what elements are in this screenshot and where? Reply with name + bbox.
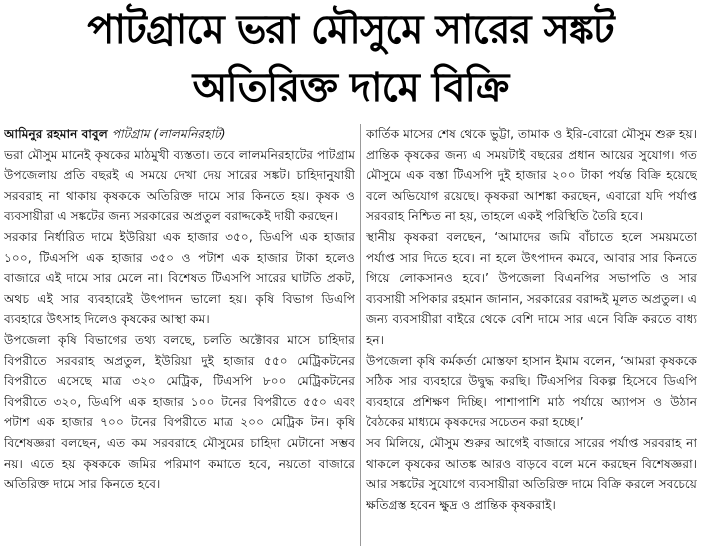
headline-line-2: অতিরিক্ত দামে বিক্রি — [192, 65, 509, 111]
column-divider — [360, 124, 361, 546]
byline-author: আমিনুর রহমান বাবুল — [4, 127, 108, 141]
headline-line-1: পাটগ্রামে ভরা মৌসুমে সারের সঙ্কট — [87, 7, 614, 53]
paragraph: উপজেলা কৃষি বিভাগের তথ্য বলছে, চলতি অক্টোবর মাসে চাহিদার বিপরীতে সরবরাহ অপ্রতুল, ইউরিয়া দুই হাজার ৫৫০ মেট্রিকটনের বিপরীতে এসেছে মাত্র ৩২০ মেট্রিক, টিএসপি ৮০০ মেট্রিকটনের বিপরীতে ৩২০, ডিএপি এক হাজার ১০০ টনের বিপরীতে ৫৫০ এবং পটাশ এক হাজার ৭০০ টনের বিপরীতে মাত্র ২০০ মেট্রিক টন। কৃষি বিশেষজ্ঞরা বলছেন, এত কম সরবরাহে মৌসুমের চাহিদা মেটানো সম্ভব নয়। এতে হয় কৃষককে জমির পরিমাণ কমাতে হবে, নয়তো বাজারে অতিরিক্ত দামে সার কিনতে হবে। — [4, 332, 355, 492]
byline-location: পাটগ্রাম (লালমনিরহাট) — [111, 127, 226, 141]
paragraph: উপজেলা কৃষি কর্মকর্তা মোস্তফা হাসান ইমাম বলেন, ‘আমরা কৃষককে সঠিক সার ব্যবহারে উদ্বুদ্ধ করছি। টিএসপির বিকল্প হিসেবে ডিএপি ব্যবহারে প্রশিক্ষণ দিচ্ছি। পাশাপাশি মাঠ পর্যায়ে অ্যাপস ও উঠান বৈঠকের মাধ্যমে কৃষকদের সচেতন করা হচ্ছে।’ — [366, 353, 697, 430]
article-right-column — [366, 124, 697, 544]
article-left-column — [4, 124, 355, 544]
byline — [4, 124, 355, 145]
paragraph: ভরা মৌসুম মানেই কৃষকের মাঠমুখী ব্যস্ততা। তবে লালমনিরহাটের পাটগ্রাম উপজেলায় প্রতি বছরই এ সময়ে দেখা দেয় সারের সঙ্কট। চাহিদানুযায়ী সরবরাহ না থাকায় কৃষককে অতিরিক্ত দামে সার কিনতে হয়। কৃষক ও ব্যবসায়ীরা এ সঙ্কটের জন্য সরকারের অপ্রতুল বরাদ্দকেই দায়ী করছেন। — [4, 147, 355, 224]
paragraph: কার্তিক মাসের শেষ থেকে ভুট্টা, তামাক ও ইরি-বোরো মৌসুম শুরু হয়। প্রান্তিক কৃষকের জন্য এ সময়টাই বছরের প্রধান আয়ের সুযোগ। গত মৌসুমে এক বস্তা টিএসপি দুই হাজার ২০০ টাকা পর্যন্ত বিক্রি হয়েছে বলে অভিযোগ রয়েছে। কৃষকরা আশঙ্কা করছেন, এবারো যদি পর্যাপ্ত সরবরাহ নিশ্চিত না হয়, তাহলে একই পরিস্থিতি তৈরি হবে। — [366, 127, 697, 224]
paragraph: সরকার নির্ধারিত দামে ইউরিয়া এক হাজার ৩৫০, ডিএপি এক হাজার ১০০, টিএসপি এক হাজার ৩৫০ ও পটাশ এক হাজার টাকা হলেও বাজারে এই দামে সার মেলে না। বিশেষত টিএসপি সারের ঘাটতি প্রকট, অথচ এই সার ব্যবহারেই উৎপাদন ভালো হয়। কৃষি বিভাগ ডিএপি ব্যবহারে উৎসাহ দিলেও কৃষকের আস্থা কম। — [4, 229, 355, 327]
paragraph: সব মিলিয়ে, মৌসুম শুরুর আগেই বাজারে সারের পর্যাপ্ত সরবরাহ না থাকলে কৃষকের আতঙ্ক আরও বাড়বে বলে মনে করছেন বিশেষজ্ঞরা। আর সঙ্কটের সুযোগে ব্যবসায়ীরা অতিরিক্ত দামে বিক্রি করলে সবচেয়ে ক্ষতিগ্রস্ত হবেন ক্ষুদ্র ও প্রান্তিক কৃষকরাই। — [366, 435, 697, 512]
paragraph: স্থানীয় কৃষকরা বলছেন, ‘আমাদের জমি বাঁচাতে হলে সময়মতো পর্যাপ্ত সার দিতে হবে। না হলে উৎপাদন কমবে, আবার সার কিনতে গিয়ে লোকসানও হবে।’ উপজেলা বিএনপির সভাপতি ও সার ব্যবসায়ী সপিকার রহমান জানান, সরকারের বরাদ্দই মূলত অপ্রতুল। এ জন্য ব্যবসায়ীরা বাইরে থেকে বেশি দামে সার এনে বিক্রি করতে বাধ্য হন। — [366, 229, 697, 347]
